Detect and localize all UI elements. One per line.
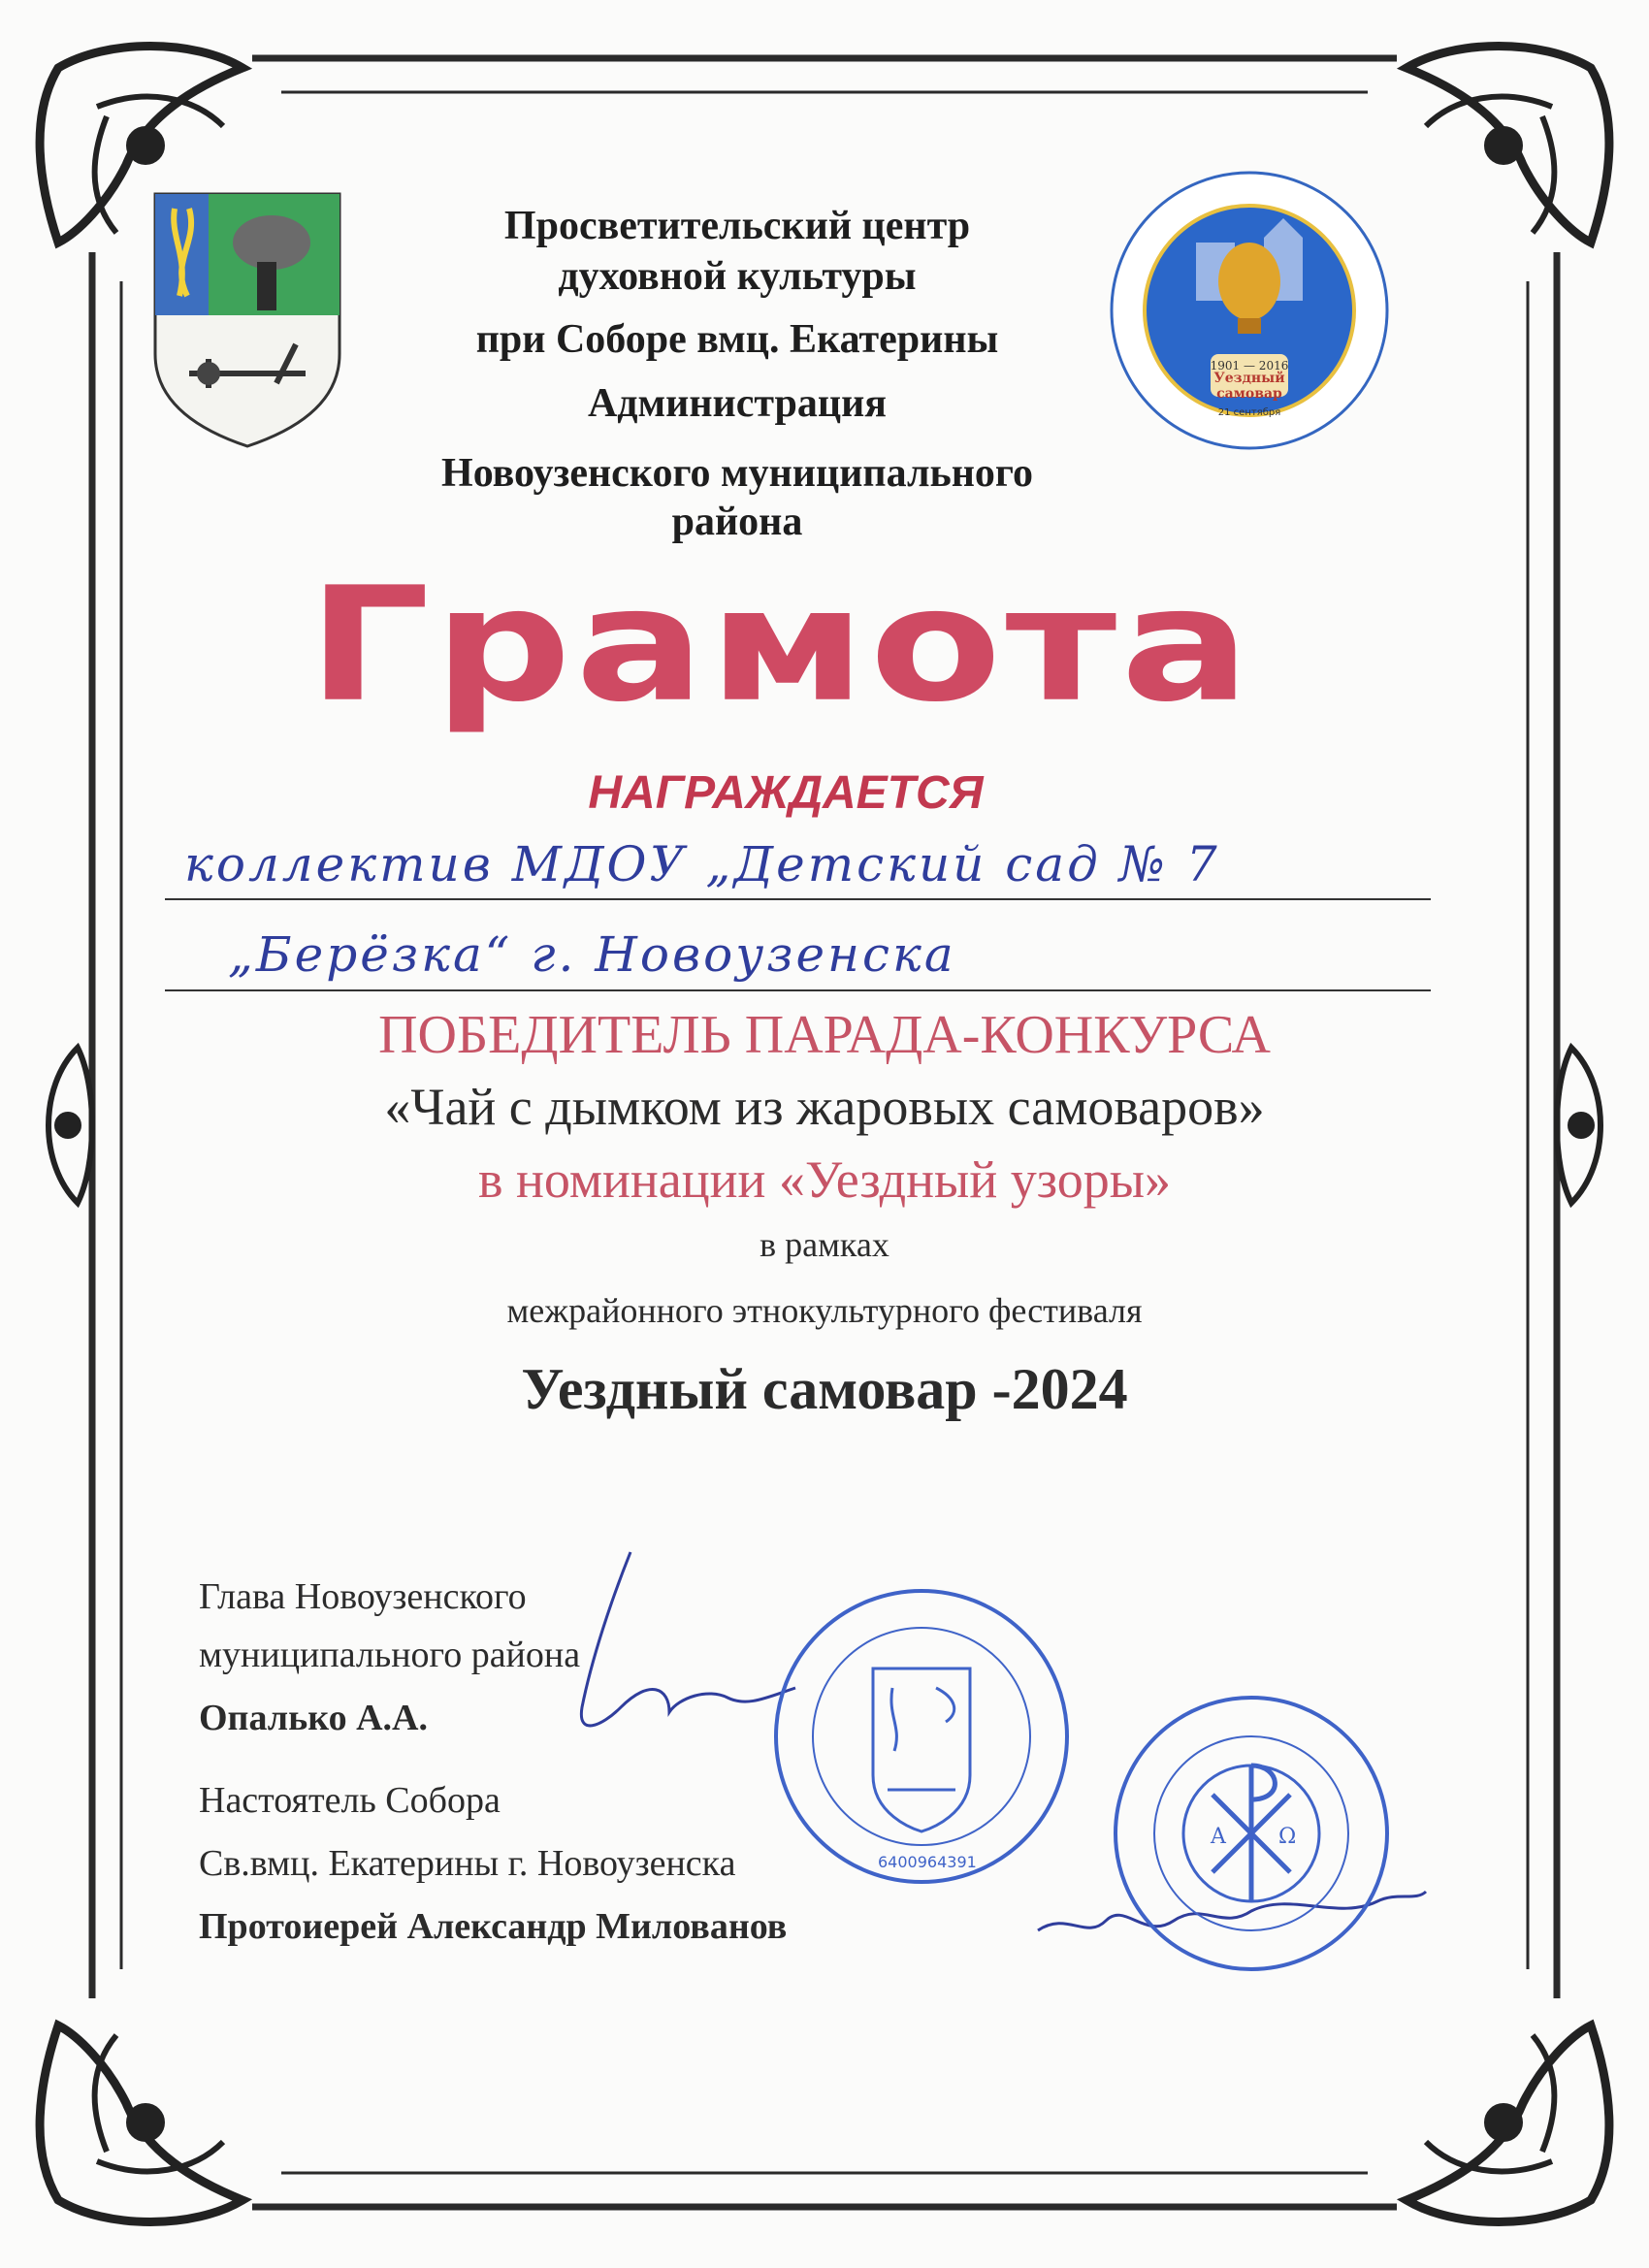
awarded-label: НАГРАЖДАЕТСЯ <box>588 767 984 819</box>
frame-text: в рамках <box>760 1225 889 1264</box>
head-title-1: Глава Новоузенского <box>199 1576 527 1617</box>
header-line-3: при Соборе вмц. Екатерины <box>475 317 999 362</box>
recipient-underline-2 <box>165 989 1431 991</box>
priest-name: Протоиерей Александр Милованов <box>199 1906 788 1947</box>
header-line-5: Новоузенского муниципального <box>441 451 1033 496</box>
nomination: в номинации «Уездный узоры» <box>477 1150 1172 1209</box>
festival-date: 21 сентября <box>1217 407 1281 418</box>
festival-type: межрайонного этнокультурного фестиваля <box>506 1291 1143 1330</box>
head-name: Опалько А.А. <box>199 1698 428 1738</box>
contest-name: «Чай с дымком из жаровых самоваров» <box>384 1078 1265 1136</box>
winner-title: ПОБЕДИТЕЛЬ ПАРАДА-КОНКУРСА <box>378 1005 1271 1065</box>
recipient-line-2: „Берёзка“ г. Новоузенска <box>228 926 956 983</box>
svg-text:Ω: Ω <box>1278 1825 1297 1849</box>
church-stamp <box>1106 1688 1397 1979</box>
recipient-line-1: коллектив МДОУ „Детский сад № 7 <box>184 836 1220 892</box>
coat-of-arms-emblem <box>150 189 344 451</box>
head-title-2: муниципального района <box>199 1635 581 1675</box>
festival-logo <box>1104 165 1395 456</box>
header-line-4: Администрация <box>587 381 888 426</box>
recipient-underline-1 <box>165 898 1431 900</box>
administration-stamp <box>766 1581 1077 1892</box>
header-line-2: духовной культуры <box>558 254 917 299</box>
festival-years: 1901 — 2016 <box>1210 359 1289 373</box>
side-ornament-left <box>48 1048 92 1203</box>
certificate-title: Грамота <box>307 552 1254 737</box>
priest-title-1: Настоятель Собора <box>199 1780 501 1821</box>
festival-logo-name: Уездный самовар <box>1213 371 1285 402</box>
header-line-1: Просветительский центр <box>503 204 971 248</box>
svg-text:A: A <box>1211 1825 1226 1849</box>
stamp-number: 6400964391 <box>878 1853 977 1871</box>
header-line-6: района <box>671 500 803 544</box>
festival-name: Уездный самовар -2024 <box>521 1357 1128 1421</box>
priest-title-2: Св.вмц. Екатерины г. Новоузенска <box>199 1843 736 1884</box>
